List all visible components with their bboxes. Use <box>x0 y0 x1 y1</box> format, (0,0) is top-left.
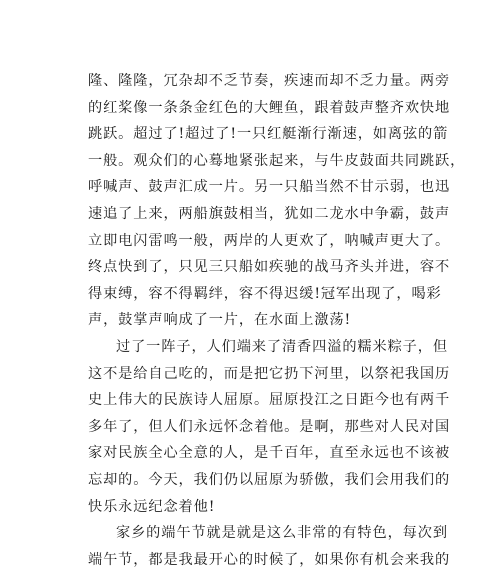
text-line: 这不是给自己吃的，而是把它扔下河里，以祭祀我国历 <box>88 365 451 382</box>
text-line: 的红桨像一条条金红色的大鲤鱼，跟着鼓声整齐欢快地 <box>88 99 451 116</box>
text-line: 多年了，但人们永远怀念着他。是啊，那些对人民对国 <box>88 418 451 435</box>
text-line: 声，鼓掌声响成了一片，在水面上激荡! <box>88 312 352 329</box>
paragraph-hometown-festival <box>88 520 451 573</box>
text-line: 隆、隆隆，冗杂却不乏节奏，疾速而却不乏力量。两旁 <box>88 73 451 89</box>
text-line: 过了一阵子，人们端来了清香四溢的糯米粽子，但 <box>116 338 448 355</box>
text-line: 呼喊声、鼓声汇成一片。另一只船当然不甘示弱，也迅 <box>88 179 451 196</box>
text-line: 跳跃。超过了!超过了!一只红艇渐行渐速，如离弦的箭 <box>88 126 449 143</box>
text-line: 速追了上来，两船旗鼓相当，犹如二龙水中争霸，鼓声 <box>88 205 451 222</box>
text-line: 家对民族全心全意的人，是千百年，直至永远也不该被 <box>88 445 451 462</box>
text-line: 史上伟大的民族诗人屈原。屈原投江之日距今也有两千 <box>88 392 451 409</box>
text-line: 终点快到了，只见三只船如疾驰的战马齐头并进，容不 <box>88 259 451 276</box>
text-line: 家乡的端午节就是就是这么非常的有特色，每次到 <box>116 525 448 542</box>
paragraph-qu-yuan <box>88 334 451 520</box>
document-body <box>88 68 466 573</box>
text-line: 快乐永远纪念着他! <box>88 498 216 515</box>
paragraph-dragon-boat-race <box>88 68 466 334</box>
text-line: 得束缚，容不得羁绊，容不得迟缓!冠军出现了，喝彩 <box>88 285 442 302</box>
text-line: 一般。观众们的心蓦地紧张起来，与牛皮鼓面共同跳跃， <box>88 152 466 169</box>
text-line: 忘却的。今天，我们仍以屈原为骄傲，我们会用我们的 <box>88 471 451 488</box>
text-line: 端午节，都是我最开心的时候了，如果你有机会来我的 <box>88 551 451 568</box>
text-line: 立即电闪雷鸣一般，两岸的人更欢了，呐喊声更大了。 <box>88 232 451 249</box>
